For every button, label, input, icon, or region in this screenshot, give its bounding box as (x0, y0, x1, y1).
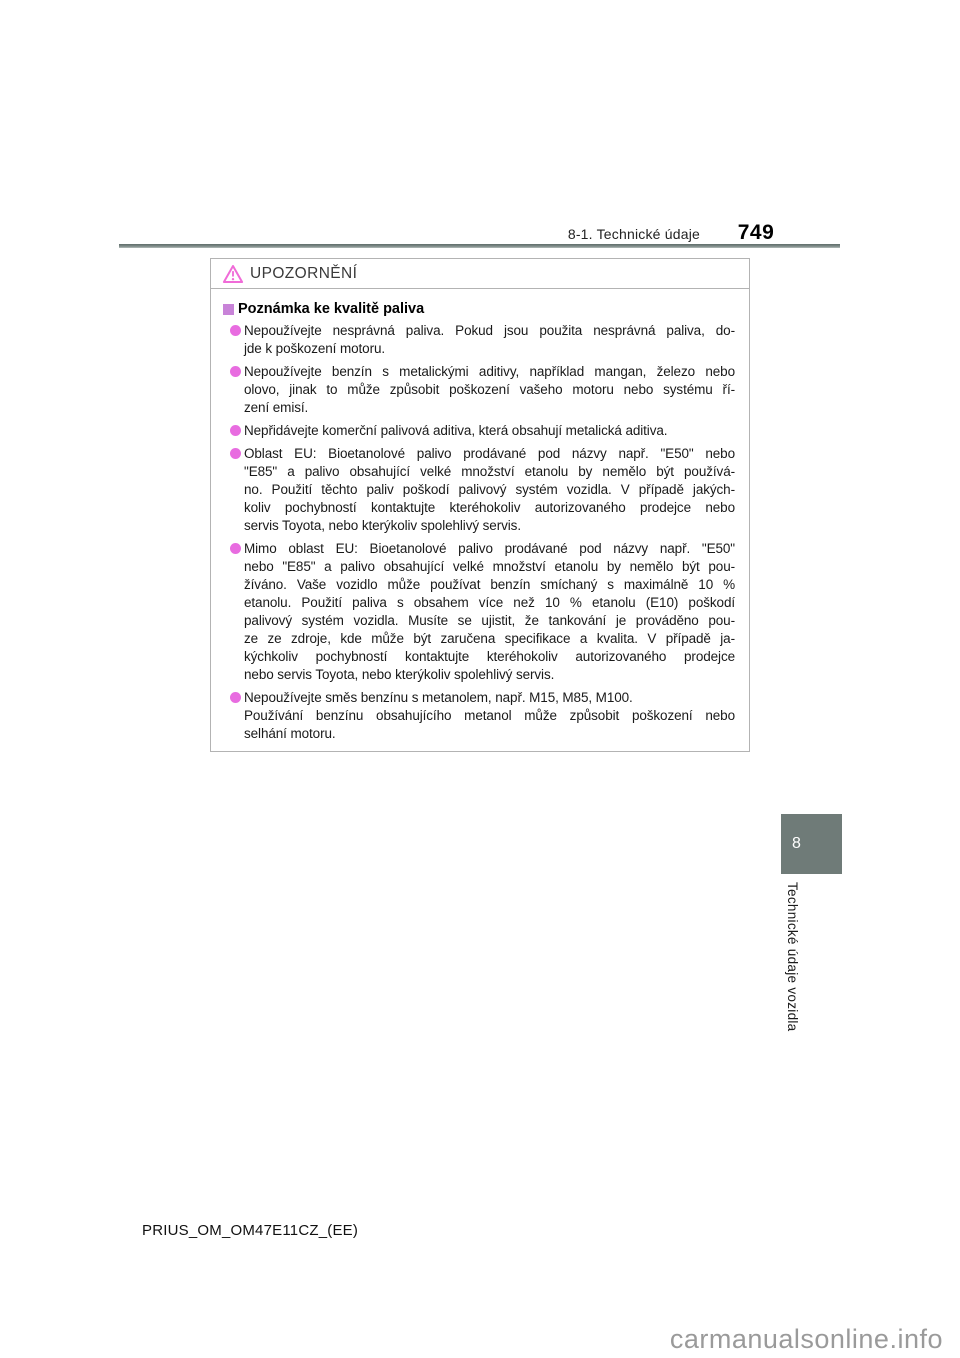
footer-document-code: PRIUS_OM_OM47E11CZ_(EE) (142, 1222, 359, 1239)
notice-item-text (244, 445, 735, 535)
text-line: zení emisí. (244, 400, 309, 415)
notice-list-item (230, 689, 735, 743)
notice-item-text (244, 363, 735, 417)
caution-box-header (211, 259, 749, 289)
caution-box-title: UPOZORNĚNÍ (250, 264, 358, 282)
text-line: nebo "E85" a palivo obsahující velké množství etanolu by nemělo být pou- (244, 559, 735, 574)
text-line: kýchkoliv pochybností kontaktujte kteréhokoliv autorizovaného prodejce (244, 649, 735, 664)
caution-box-body (211, 289, 749, 743)
caution-box (210, 258, 750, 752)
bullet-circle-icon (230, 692, 241, 703)
notice-list-item (230, 540, 735, 684)
text-line: koliv pochybností kontaktujte kteréhokoliv autorizovaného prodejce nebo (244, 500, 735, 515)
bullet-circle-icon (230, 425, 241, 436)
header-section-title: 8-1. Technické údaje (567, 226, 700, 242)
text-line: nebo servis Toyota, nebo kterýkoliv spolehlivý servis. (244, 667, 555, 682)
text-line: "E85" a palivo obsahující velké množství etanolu by nemělo být používá- (244, 464, 735, 479)
notice-list-item (230, 322, 735, 358)
text-line: jde k poškození motoru. (244, 341, 386, 356)
text-line: Nepoužívejte benzín s metalickými aditivy, například mangan, železo nebo (244, 364, 735, 379)
text-line: no. Použití těchto paliv poškodí palivový systém vozidla. V případě jakých- (244, 482, 735, 497)
notice-list-item (230, 422, 735, 440)
bullet-circle-icon (230, 325, 241, 336)
text-line: Mimo oblast EU: Bioetanolové palivo prodávané pod názvy např. "E50" (244, 541, 735, 556)
text-line: olovo, jinak to může způsobit poškození vašeho motoru nebo systému ří- (244, 382, 735, 397)
bullet-circle-icon (230, 448, 241, 459)
notice-item-text (244, 540, 735, 684)
text-line: Nepoužívejte nesprávná paliva. Pokud jsou použita nesprávná paliva, do- (244, 323, 735, 338)
notice-list-item (230, 363, 735, 417)
notice-item-text (244, 422, 735, 440)
bullet-circle-icon (230, 543, 241, 554)
notice-list-item (230, 445, 735, 535)
text-line: Používání benzínu obsahujícího metanol může způsobit poškození nebo (244, 708, 735, 723)
bullet-circle-icon (230, 366, 241, 377)
text-line: Nepoužívejte směs benzínu s metanolem, např. M15, M85, M100. (244, 690, 633, 705)
chapter-tab-title: Technické údaje vozidla (785, 882, 800, 1032)
text-line: etanolu. Použití paliva s obsahem více než 10 % etanolu (E10) poškodí (244, 595, 735, 610)
text-line: Oblast EU: Bioetanolové palivo prodávané pod názvy např. "E50" nebo (244, 446, 735, 461)
notice-item-text (244, 689, 735, 743)
text-line: Nepřidávejte komerční palivová aditiva, která obsahují metalická aditiva. (244, 423, 668, 438)
caution-section-head (223, 301, 735, 317)
chapter-tab (781, 814, 842, 874)
text-line: selhání motoru. (244, 726, 336, 741)
text-line: servis Toyota, nebo kterýkoliv spolehlivý servis. (244, 518, 521, 533)
text-line: žíváno. Vaše vozidlo může používat benzín smíchaný s maximálně 10 % (244, 577, 735, 592)
notice-item-text (244, 322, 735, 358)
caution-section-title: Poznámka ke kvalitě paliva (238, 301, 425, 317)
chapter-tab-number: 8 (792, 835, 801, 852)
text-line: ze ze zdroje, kde může být zaručena specifikace a kvalita. V případě ja- (244, 631, 735, 646)
header-divider (119, 244, 840, 248)
square-bullet-icon (223, 304, 234, 315)
watermark-text: carmanualsonline.info (669, 1324, 943, 1354)
notice-list (223, 322, 735, 743)
text-line: palivový systém vozidla. Musíte se ujistit, že tankování je prováděno pou- (244, 613, 735, 628)
header-page-number: 749 (737, 221, 775, 244)
warning-triangle-icon (222, 264, 244, 284)
